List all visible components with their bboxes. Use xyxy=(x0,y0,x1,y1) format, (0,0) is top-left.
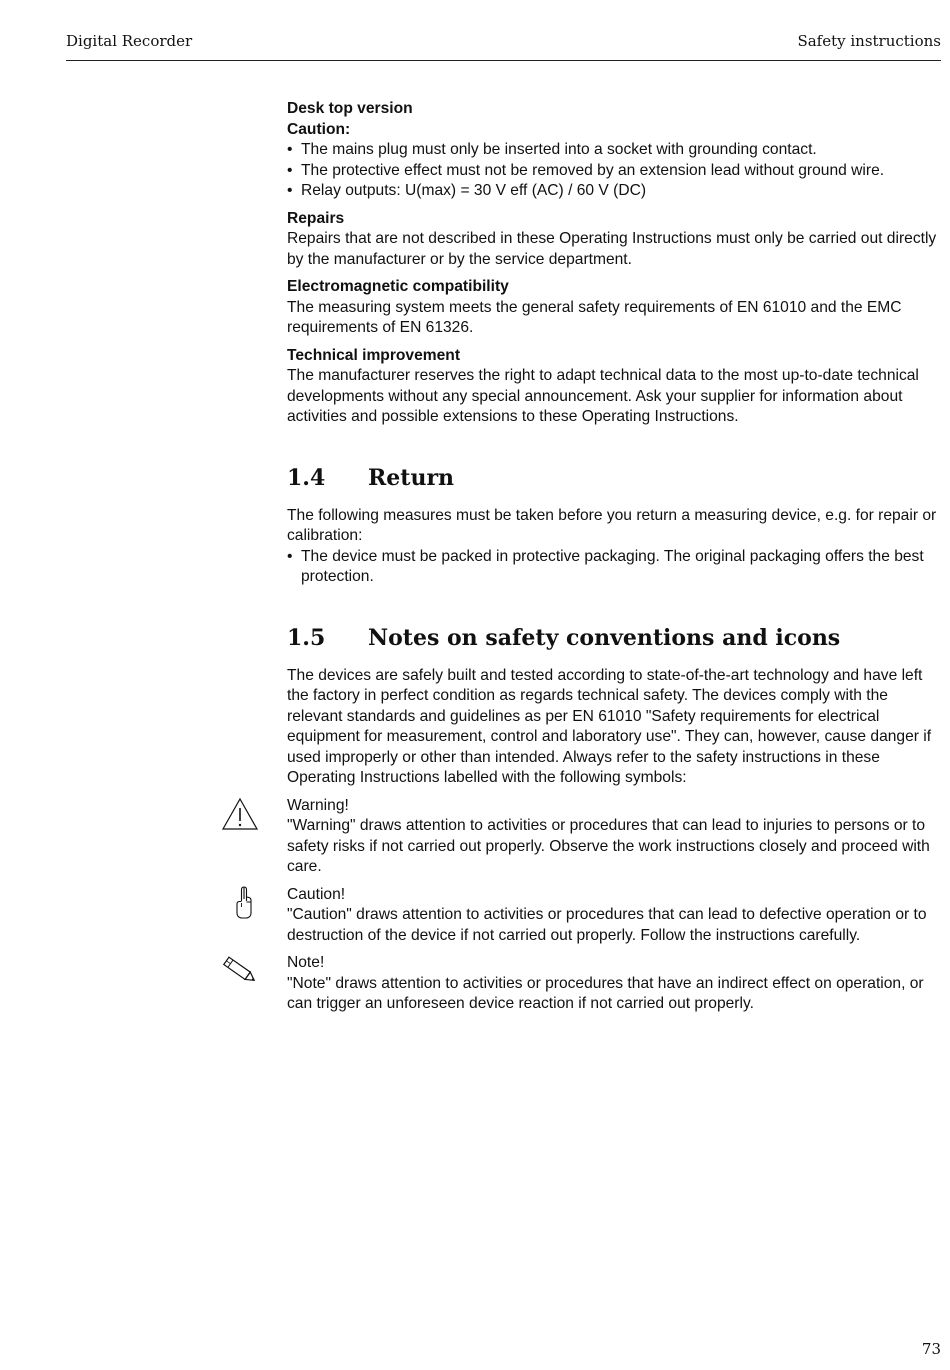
section-title: Return xyxy=(368,464,455,491)
desktop-version-heading: Desk top version xyxy=(287,100,413,117)
note-text: "Note" draws attention to activities or procedures that have an indirect effect on operation, or can trigger an unforeseen device reaction if not carried out properly. xyxy=(287,974,924,1012)
repairs-heading: Repairs xyxy=(287,209,345,227)
caution-label: Caution! xyxy=(287,885,346,903)
list-item: • The mains plug must only be inserted into a socket with grounding contact. xyxy=(287,140,943,161)
caution-text: "Caution" draws attention to activities or procedures that can lead to defective operation or to destruction of the device if not carried out properly. Follow the instructions carefully. xyxy=(287,906,927,944)
note-label: Note! xyxy=(287,954,325,971)
section-return-heading xyxy=(287,464,943,492)
emc-heading: Electromagnetic compatibility xyxy=(287,278,509,295)
return-list xyxy=(287,547,943,588)
section-number: 1.5 xyxy=(287,624,326,651)
section-safety-conventions-heading xyxy=(287,624,943,652)
note-note xyxy=(287,953,943,1015)
warning-triangle-icon xyxy=(219,796,261,836)
list-item: • The protective effect must not be removed by an extension lead without ground wire. xyxy=(287,161,943,182)
caution-note xyxy=(287,885,943,947)
section-return xyxy=(287,464,943,588)
warning-text: "Warning" draws attention to activities or procedures that can lead to injuries to persons or to safety risks if not carried out properly. Observe the work instructions closely and proceed with care. xyxy=(287,817,930,875)
section-number: 1.4 xyxy=(287,464,326,491)
page-header xyxy=(66,30,941,61)
technical-improvement-heading: Technical improvement xyxy=(287,346,461,364)
section-title: Notes on safety conventions and icons xyxy=(368,624,841,651)
emc-text: The measuring system meets the general safety requirements of EN 61010 and the EMC requirements of EN 61326. xyxy=(287,298,902,336)
warning-label: Warning! xyxy=(287,796,349,814)
list-item: • The device must be packed in protective packaging. The original packaging offers the best protection. xyxy=(287,547,943,588)
safety-conventions-intro-text: The devices are safely built and tested according to state-of-the-art technology and have left the factory in perfect condition as regards technical safety. The devices comply with the relevant standards and guidelines as per EN 61010 "Safety requirements for electrical equipment for measurement, control and laboratory use". They can, however, cause danger if used improperly or other than intended. Always refer to the safety instructions in these Operating Instructions labelled with the following symbols: xyxy=(287,666,932,786)
page-number: 73 xyxy=(921,1340,941,1358)
return-intro-text: The following measures must be taken before you return a measuring device, e.g. for repair or calibration: xyxy=(287,506,937,544)
emc-block xyxy=(287,277,943,339)
pencil-icon xyxy=(219,953,261,993)
desktop-caution-list xyxy=(287,140,943,202)
pointing-hand-icon xyxy=(219,885,261,925)
desktop-caution-label: Caution: xyxy=(287,120,351,138)
desktop-version-block xyxy=(287,99,943,202)
repairs-block xyxy=(287,209,943,271)
header-chapter-title: Safety instructions xyxy=(797,32,941,50)
header-document-title: Digital Recorder xyxy=(66,32,193,50)
section-safety-conventions xyxy=(287,624,943,1015)
main-content xyxy=(287,99,943,1015)
technical-improvement-block xyxy=(287,346,943,428)
technical-improvement-text: The manufacturer reserves the right to adapt technical data to the most up-to-date technical developments without any special announcement. Ask your supplier for information about activities and possible extensions to these Operating Instructions. xyxy=(287,367,919,425)
warning-note xyxy=(287,796,943,878)
list-item: • Relay outputs: U(max) = 30 V eff (AC) / 60 V (DC) xyxy=(287,181,943,202)
repairs-text: Repairs that are not described in these Operating Instructions must only be carried out directly by the manufacturer or by the service department. xyxy=(287,230,937,268)
